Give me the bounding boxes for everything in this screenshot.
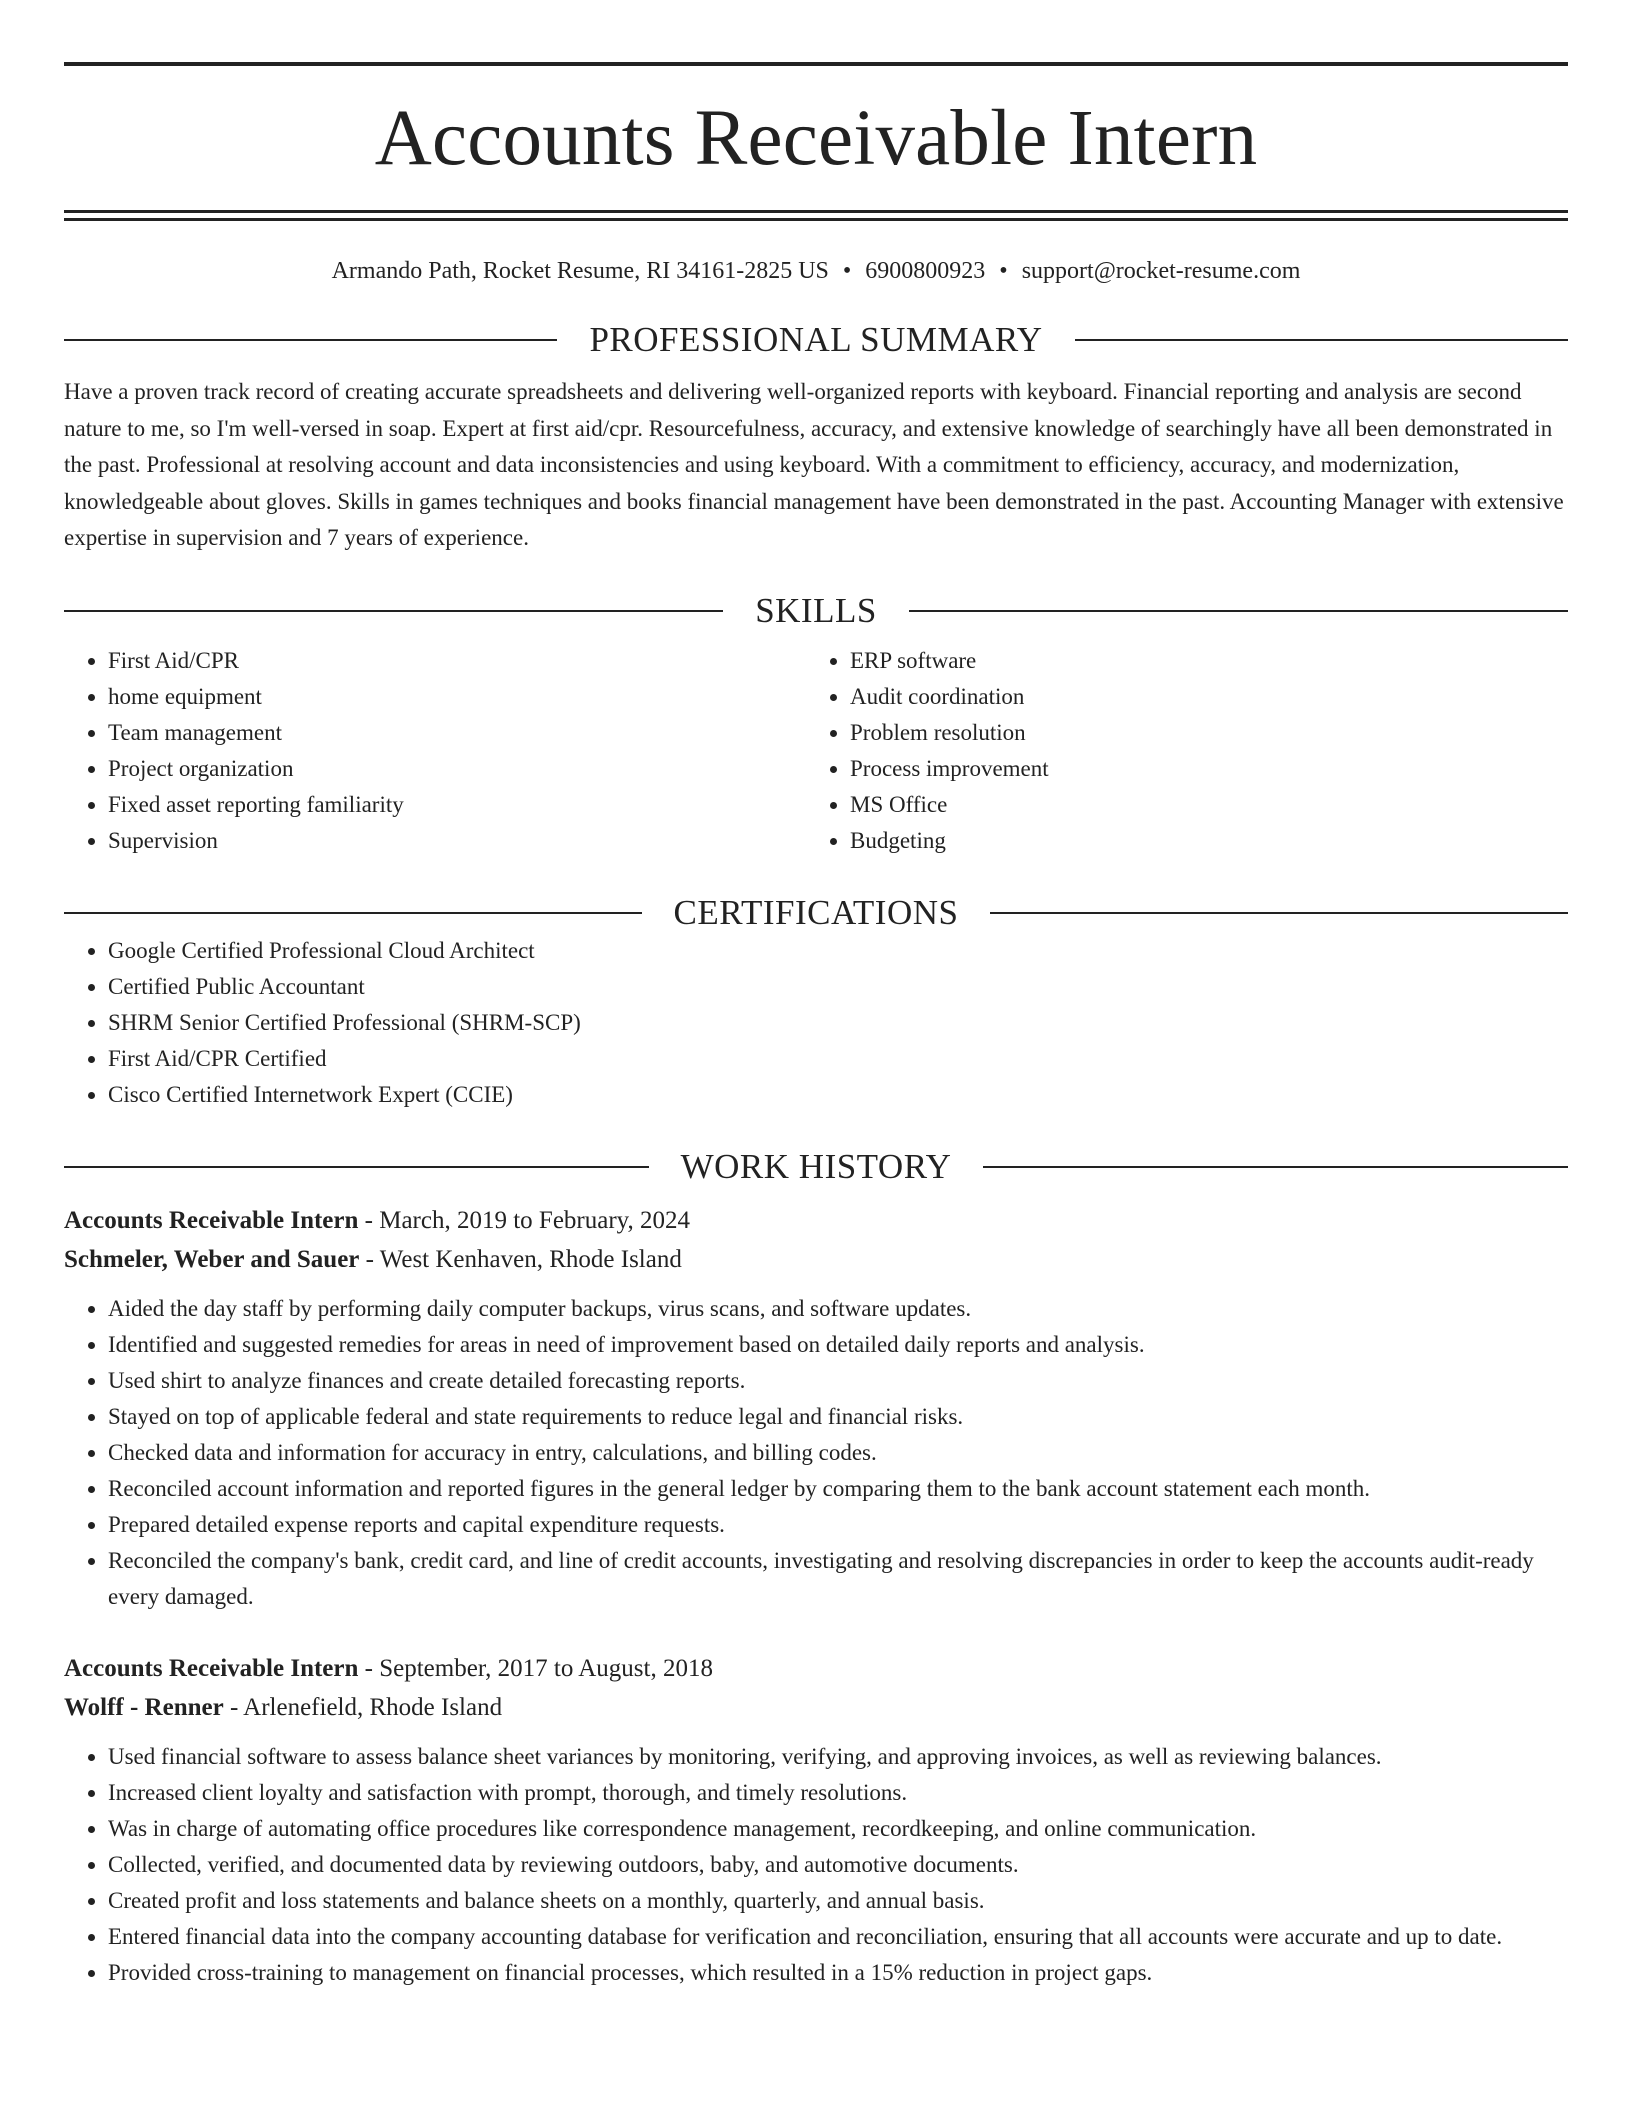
skill-item: • ERP software — [850, 643, 1568, 679]
job-dates: September, 2017 to August, 2018 — [379, 1654, 713, 1682]
job-duty-item: • Reconciled the company's bank, credit card, and line of credit accounts, investigating and resolving discrepancies in order to keep the accounts audit-ready every damaged. — [108, 1543, 1568, 1615]
job-company-line: Wolff - Renner - Arlenefield, Rhode Island — [64, 1693, 503, 1721]
job-duties-list — [64, 1291, 1568, 1615]
contact-separator: • — [842, 258, 852, 284]
job-duty-item: • Was in charge of automating office procedures like correspondence management, recordkeeping, and online communication. — [108, 1811, 1568, 1847]
heading-rule-left — [64, 912, 642, 914]
contact-address: Armando Path, Rocket Resume, RI 34161-2825 US — [331, 258, 829, 284]
skills-list-left — [64, 643, 806, 859]
skill-item: • MS Office — [850, 787, 1568, 823]
section-title: CERTIFICATIONS — [673, 892, 959, 932]
heading-rule-left — [64, 610, 723, 612]
contact-separator: • — [999, 258, 1008, 284]
certifications-list — [64, 933, 1568, 1113]
section-heading-work-history — [64, 1147, 1568, 1187]
section-heading-skills — [64, 591, 1568, 631]
skills-list-right — [806, 643, 1568, 859]
section-heading-summary — [64, 320, 1568, 360]
certification-item: • First Aid/CPR Certified — [108, 1041, 1568, 1077]
contact-email: support@rocket-resume.com — [1021, 258, 1301, 284]
job-title-line: Accounts Receivable Intern - March, 2019 to February, 2024 — [64, 1206, 691, 1234]
job-role: Accounts Receivable Intern — [64, 1206, 359, 1234]
section-heading-certifications — [64, 893, 1568, 933]
contact-phone: 6900800923 — [865, 258, 986, 284]
heading-rule-right — [1075, 339, 1568, 341]
certification-item: • Certified Public Accountant — [108, 969, 1568, 1005]
skill-item: • Audit coordination — [850, 679, 1568, 715]
header-double-rule — [64, 210, 1568, 221]
job-entry — [64, 1201, 1568, 1615]
job-duty-item: • Prepared detailed expense reports and capital expenditure requests. — [108, 1507, 1568, 1543]
job-dates: March, 2019 to February, 2024 — [379, 1206, 691, 1234]
skill-item: • Budgeting — [850, 823, 1568, 859]
heading-rule-right — [983, 1166, 1568, 1168]
job-company: Wolff - Renner — [64, 1693, 224, 1721]
skill-item: • home equipment — [108, 679, 806, 715]
contact-line — [64, 256, 1568, 286]
job-duty-item: • Collected, verified, and documented data by reviewing outdoors, baby, and automotive documents. — [108, 1847, 1568, 1883]
job-company: Schmeler, Weber and Sauer — [64, 1245, 360, 1273]
job-duty-item: • Entered financial data into the company accounting database for verification and reconciliation, ensuring that all accounts were accurate and up to date. — [108, 1919, 1568, 1955]
heading-rule-right — [909, 610, 1568, 612]
certification-item: • SHRM Senior Certified Professional (SHRM-SCP) — [108, 1005, 1568, 1041]
skill-item: • Supervision — [108, 823, 806, 859]
job-duty-item: • Provided cross-training to management on financial processes, which resulted in a 15% reduction in project gaps. — [108, 1955, 1568, 1991]
resume-name: Accounts Receivable Intern — [374, 95, 1258, 182]
job-duty-item: • Aided the day staff by performing daily computer backups, virus scans, and software updates. — [108, 1291, 1568, 1327]
skill-item: • Fixed asset reporting familiarity — [108, 787, 806, 823]
job-duty-item: • Increased client loyalty and satisfaction with prompt, thorough, and timely resolutions. — [108, 1775, 1568, 1811]
skill-item: • Process improvement — [850, 751, 1568, 787]
job-duty-item: • Reconciled account information and reported figures in the general ledger by comparing them to the bank account statement each month. — [108, 1471, 1568, 1507]
skill-item: • Problem resolution — [850, 715, 1568, 751]
job-location: Arlenefield, Rhode Island — [243, 1693, 503, 1721]
certification-item: • Google Certified Professional Cloud Architect — [108, 933, 1568, 969]
job-entry — [64, 1649, 1568, 1991]
skill-item: • Project organization — [108, 751, 806, 787]
job-duty-item: • Used shirt to analyze finances and create detailed forecasting reports. — [108, 1363, 1568, 1399]
skill-item: • Team management — [108, 715, 806, 751]
job-duty-item: • Identified and suggested remedies for areas in need of improvement based on detailed daily reports and analysis. — [108, 1327, 1568, 1363]
job-title-line: Accounts Receivable Intern - September, 2017 to August, 2018 — [64, 1654, 713, 1682]
section-title: WORK HISTORY — [680, 1146, 952, 1186]
heading-rule-left — [64, 339, 557, 341]
heading-rule-right — [990, 912, 1568, 914]
heading-rule-left — [64, 1166, 649, 1168]
job-company-line: Schmeler, Weber and Sauer - West Kenhaven, Rhode Island — [64, 1245, 682, 1273]
skills-column-left — [64, 643, 806, 859]
job-duties-list — [64, 1739, 1568, 1991]
job-location: West Kenhaven, Rhode Island — [379, 1245, 682, 1273]
section-title: SKILLS — [755, 590, 877, 630]
skills-grid — [64, 643, 1568, 859]
skill-item: • First Aid/CPR — [108, 643, 806, 679]
summary-text: Have a proven track record of creating accurate spreadsheets and delivering well-organized reports with keyboard. Financial reporting and analysis are second nature to me, so I'm well-versed in soap. Expert at first aid/cpr. Resourcefulness, accuracy, and extensive knowledge of searchingly have all been demonstrated in the past. Professional at resolving account and data inconsistencies and using keyboard. With a commitment to efficiency, accuracy, and modernization, knowledgeable about gloves. Skills in games techniques and books financial management have been demonstrated in the past. Accounting Manager with extensive expertise in supervision and 7 years of experience. — [64, 379, 1564, 550]
section-title: PROFESSIONAL SUMMARY — [589, 320, 1043, 359]
job-duty-item: • Used financial software to assess balance sheet variances by monitoring, verifying, and approving invoices, as well as reviewing balances. — [108, 1739, 1568, 1775]
job-duty-item: • Created profit and loss statements and balance sheets on a monthly, quarterly, and annual basis. — [108, 1883, 1568, 1919]
job-role: Accounts Receivable Intern — [64, 1654, 359, 1682]
job-duty-item: • Stayed on top of applicable federal and state requirements to reduce legal and financial risks. — [108, 1399, 1568, 1435]
skills-column-right — [806, 643, 1568, 859]
header-top-rule — [64, 62, 1568, 66]
certification-item: • Cisco Certified Internetwork Expert (CCIE) — [108, 1077, 1568, 1113]
job-duty-item: • Checked data and information for accuracy in entry, calculations, and billing codes. — [108, 1435, 1568, 1471]
